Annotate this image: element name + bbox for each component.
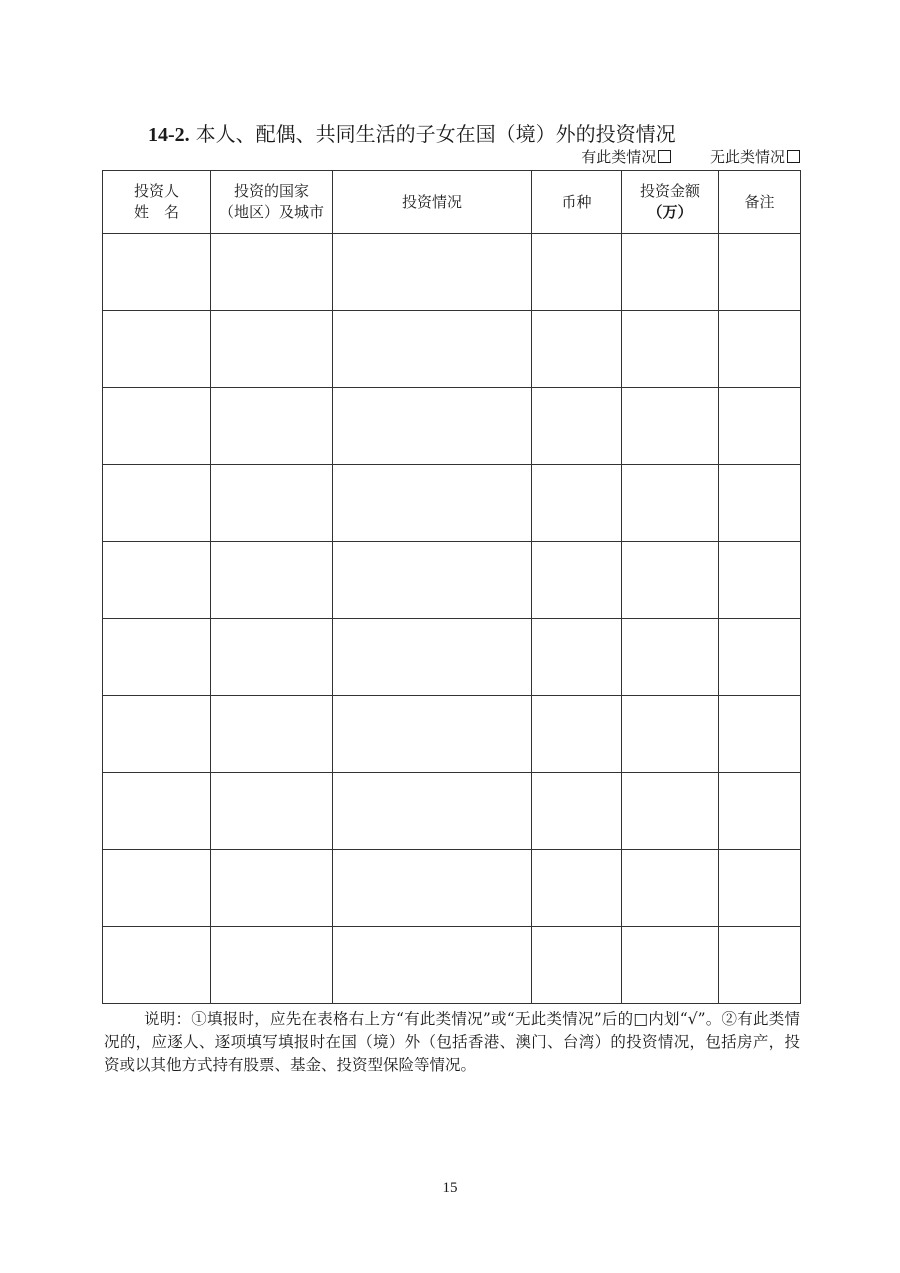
cell-details[interactable]	[333, 234, 532, 311]
table-row	[103, 696, 801, 773]
cell-currency[interactable]	[532, 773, 622, 850]
header-country-city	[211, 171, 333, 234]
cell-remarks[interactable]	[719, 465, 801, 542]
cell-currency[interactable]	[532, 850, 622, 927]
instructions-note	[104, 1008, 800, 1077]
has-situation-option	[581, 146, 671, 167]
cell-currency[interactable]	[532, 696, 622, 773]
table-body	[103, 234, 801, 1004]
cell-investor-name[interactable]	[103, 388, 211, 465]
cell-details[interactable]	[333, 850, 532, 927]
cell-details[interactable]	[333, 542, 532, 619]
table-row	[103, 850, 801, 927]
cell-details[interactable]	[333, 311, 532, 388]
cell-currency[interactable]	[532, 927, 622, 1004]
cell-amount[interactable]	[622, 388, 719, 465]
cell-details[interactable]	[333, 773, 532, 850]
section-title	[148, 118, 676, 147]
instructions-text: 说明：①填报时，应先在表格右上方“有此类情况”或“无此类情况”后的□内划“√”。②有此类情况的，应逐人、逐项填写填报时在国（境）外（包括香港、澳门、台湾）的投资情况，包括房产，投资或以其他方式持有股票、基金、投资型保险等情况。	[104, 1010, 800, 1074]
cell-amount[interactable]	[622, 850, 719, 927]
table-row	[103, 388, 801, 465]
cell-investor-name[interactable]	[103, 696, 211, 773]
cell-details[interactable]	[333, 619, 532, 696]
no-situation-checkbox[interactable]	[787, 150, 800, 163]
section-title-text: 本人、配偶、共同生活的子女在国（境）外的投资情况	[195, 122, 676, 146]
table-row	[103, 542, 801, 619]
table-row	[103, 465, 801, 542]
table-row	[103, 773, 801, 850]
cell-investor-name[interactable]	[103, 850, 211, 927]
cell-amount[interactable]	[622, 619, 719, 696]
table-row	[103, 927, 801, 1004]
cell-investor-name[interactable]	[103, 542, 211, 619]
header-country-line2: （地区）及城市	[218, 203, 324, 221]
cell-currency[interactable]	[532, 234, 622, 311]
table-row	[103, 619, 801, 696]
has-situation-label: 有此类情况	[581, 148, 657, 166]
cell-investor-name[interactable]	[103, 773, 211, 850]
status-line	[547, 146, 800, 167]
cell-country-city[interactable]	[211, 850, 333, 927]
cell-currency[interactable]	[532, 311, 622, 388]
cell-remarks[interactable]	[719, 311, 801, 388]
cell-country-city[interactable]	[211, 696, 333, 773]
cell-details[interactable]	[333, 696, 532, 773]
table-row	[103, 234, 801, 311]
page-number: 15	[442, 1180, 458, 1196]
cell-currency[interactable]	[532, 619, 622, 696]
cell-details[interactable]	[333, 465, 532, 542]
cell-country-city[interactable]	[211, 927, 333, 1004]
cell-remarks[interactable]	[719, 927, 801, 1004]
cell-investor-name[interactable]	[103, 619, 211, 696]
header-amount-line2: （万）	[647, 203, 693, 221]
header-investor-line2: 姓 名	[133, 203, 179, 221]
cell-country-city[interactable]	[211, 465, 333, 542]
header-currency: 币种	[532, 171, 622, 234]
cell-currency[interactable]	[532, 465, 622, 542]
cell-investor-name[interactable]	[103, 927, 211, 1004]
cell-country-city[interactable]	[211, 311, 333, 388]
investment-table	[102, 170, 801, 1004]
header-details: 投资情况	[333, 171, 532, 234]
cell-country-city[interactable]	[211, 388, 333, 465]
cell-currency[interactable]	[532, 542, 622, 619]
header-investor-line1: 投资人	[133, 182, 179, 200]
cell-amount[interactable]	[622, 927, 719, 1004]
no-situation-label: 无此类情况	[709, 148, 785, 166]
cell-investor-name[interactable]	[103, 311, 211, 388]
cell-remarks[interactable]	[719, 234, 801, 311]
cell-country-city[interactable]	[211, 234, 333, 311]
header-remarks: 备注	[719, 171, 801, 234]
cell-details[interactable]	[333, 388, 532, 465]
table-row	[103, 311, 801, 388]
cell-remarks[interactable]	[719, 850, 801, 927]
cell-amount[interactable]	[622, 696, 719, 773]
header-amount-line1: 投资金额	[639, 182, 700, 200]
cell-investor-name[interactable]	[103, 234, 211, 311]
header-amount	[622, 171, 719, 234]
header-investor-name	[103, 171, 211, 234]
cell-amount[interactable]	[622, 311, 719, 388]
cell-country-city[interactable]	[211, 542, 333, 619]
section-number: 14-2.	[148, 124, 190, 146]
cell-currency[interactable]	[532, 388, 622, 465]
header-country-line1: 投资的国家	[233, 182, 309, 200]
table-header-row	[103, 171, 801, 234]
cell-country-city[interactable]	[211, 773, 333, 850]
has-situation-checkbox[interactable]	[658, 150, 671, 163]
cell-remarks[interactable]	[719, 619, 801, 696]
cell-details[interactable]	[333, 927, 532, 1004]
cell-remarks[interactable]	[719, 388, 801, 465]
cell-remarks[interactable]	[719, 696, 801, 773]
cell-country-city[interactable]	[211, 619, 333, 696]
cell-amount[interactable]	[622, 465, 719, 542]
cell-remarks[interactable]	[719, 542, 801, 619]
cell-remarks[interactable]	[719, 773, 801, 850]
cell-amount[interactable]	[622, 542, 719, 619]
cell-amount[interactable]	[622, 773, 719, 850]
cell-investor-name[interactable]	[103, 465, 211, 542]
no-situation-option	[710, 146, 800, 167]
cell-amount[interactable]	[622, 234, 719, 311]
